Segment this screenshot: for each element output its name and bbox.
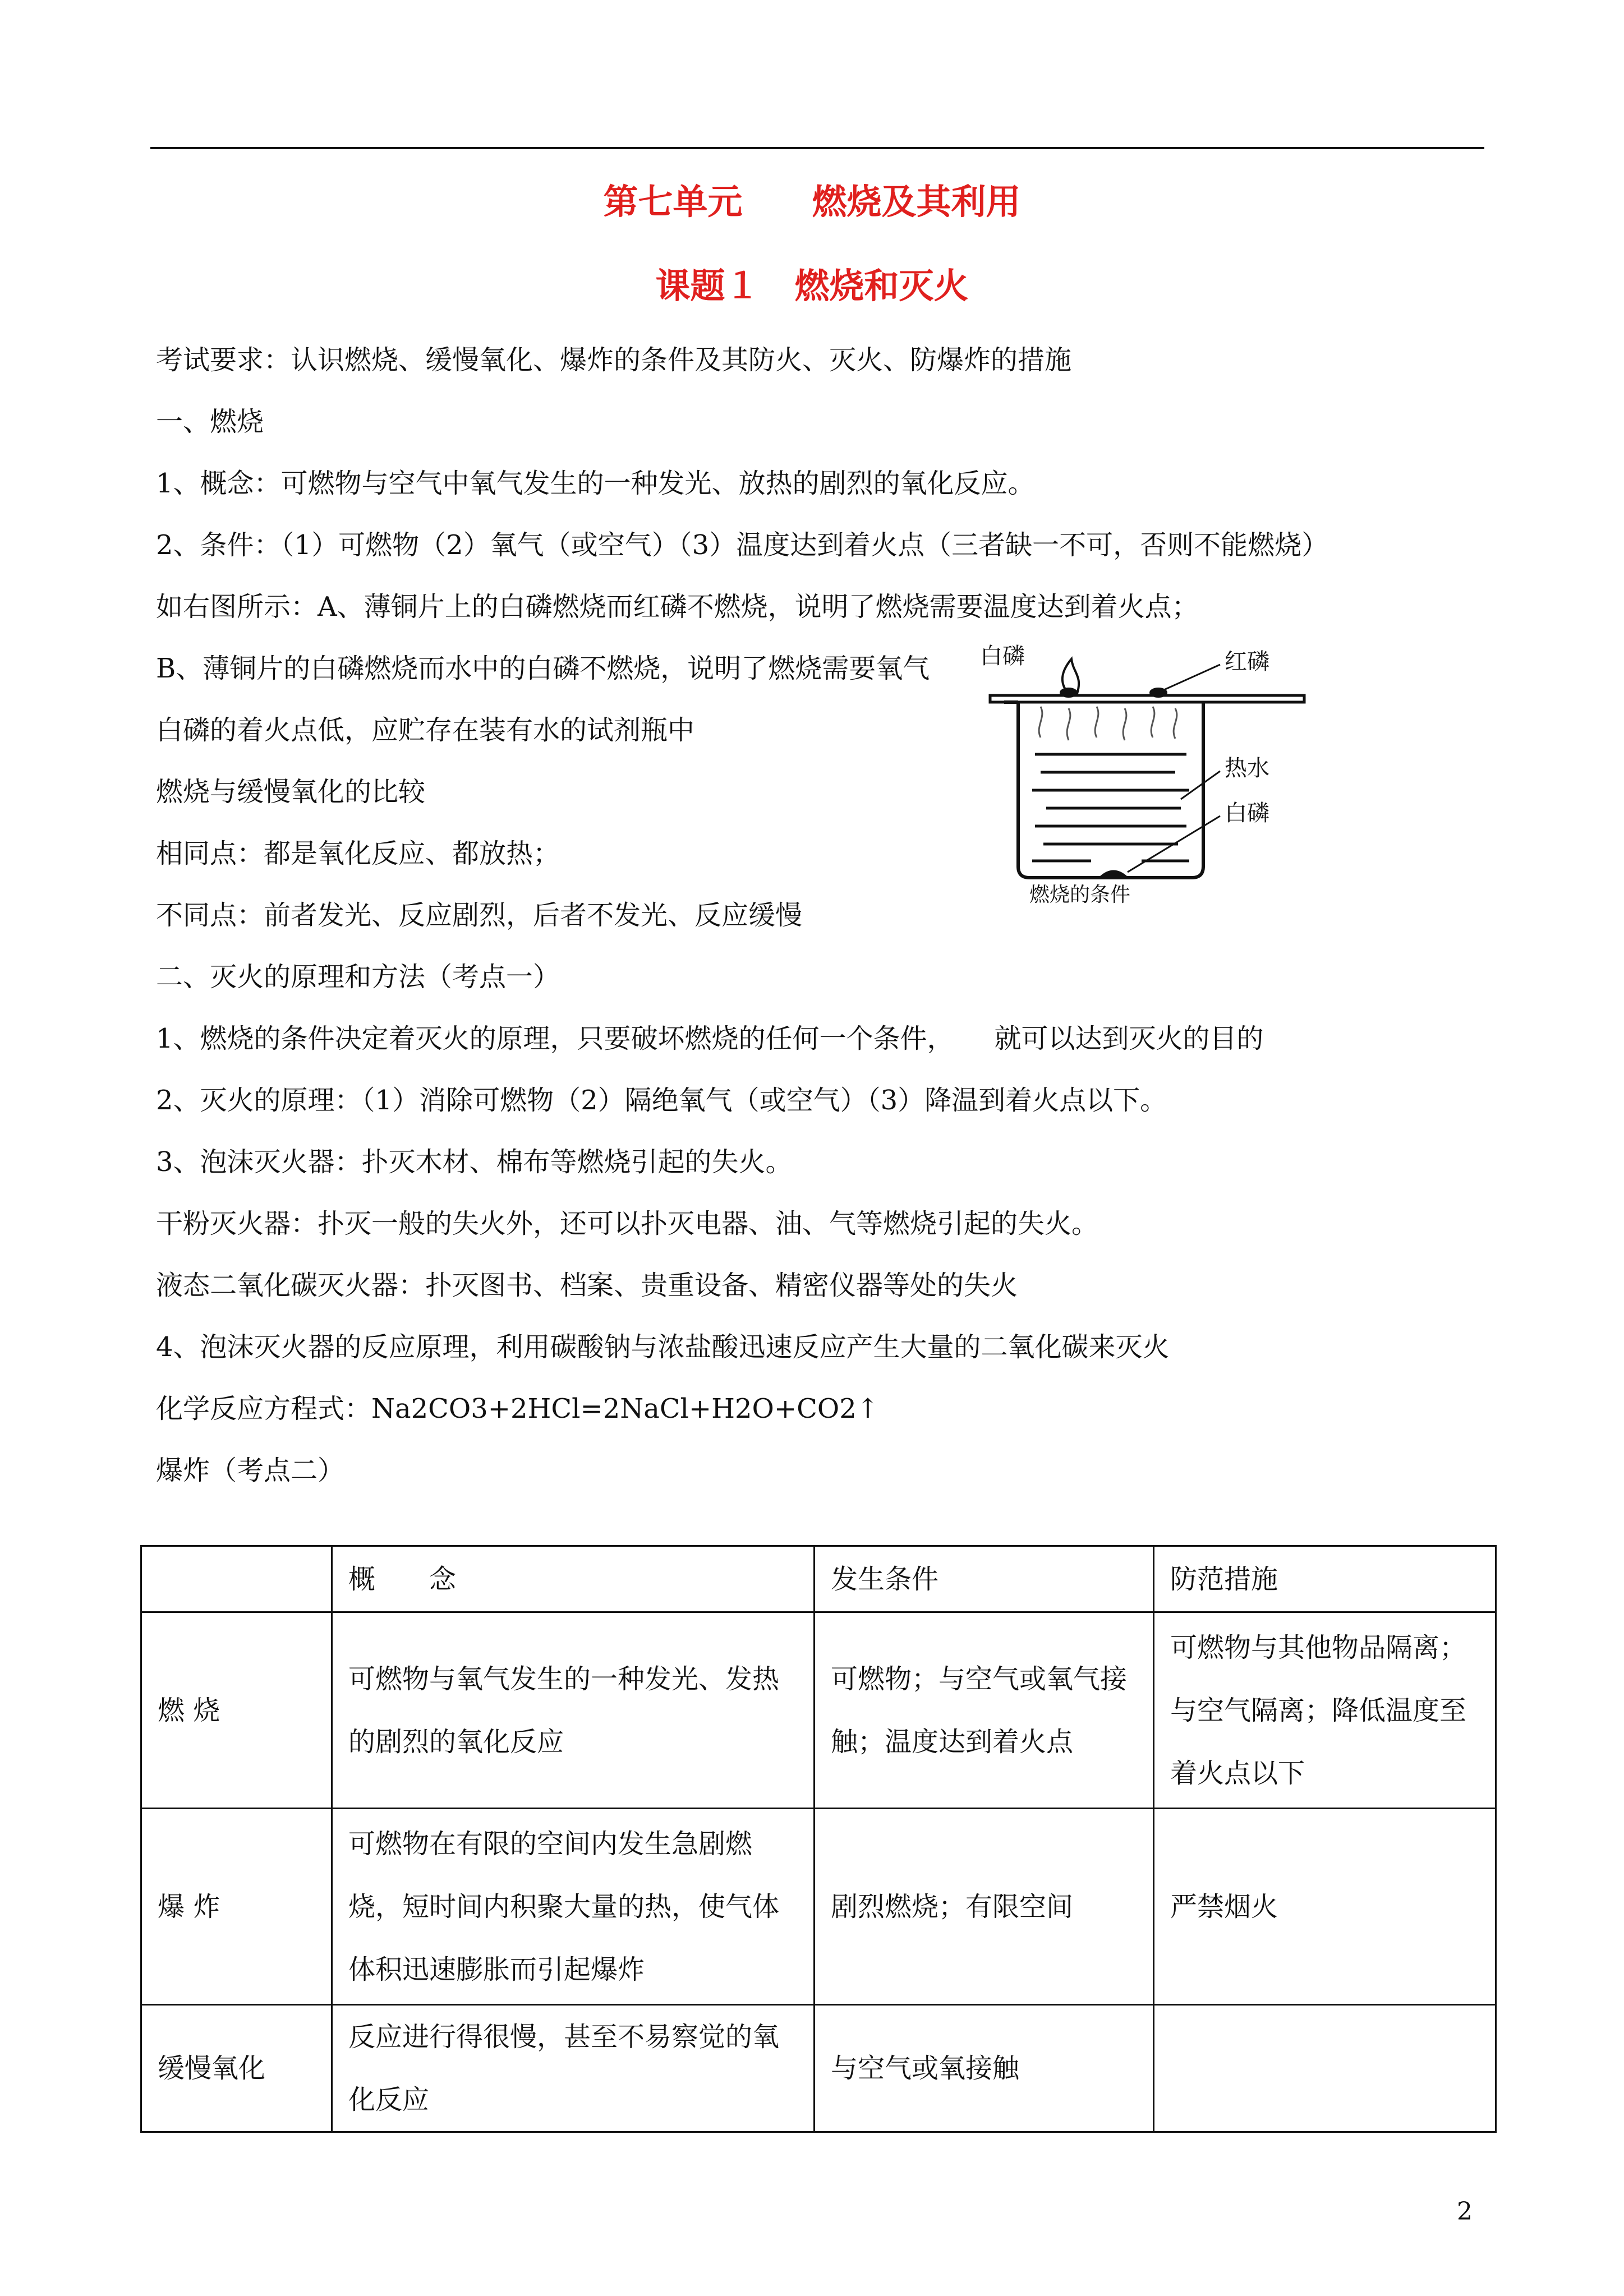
table-row [141,1612,1496,1809]
table-cell [1154,2005,1496,2132]
table-cell: 可燃物在有限的空间内发生急剧燃 烧，短时间内积聚大量的热，使气体 体积迅速膨胀而引起爆炸 [332,1809,815,2005]
table-header-cell [141,1546,332,1612]
header-rule [150,147,1484,149]
water-lines [1032,754,1189,861]
label-hot-water: 热水 [1225,755,1269,781]
table-cell: 剧烈燃烧；有限空间 [815,1809,1154,2005]
table-header-cell: 概 念 [332,1546,815,1612]
page-number: 2 [1457,2197,1473,2226]
body-line: 爆炸（考点二） [156,1455,345,1486]
table-cell: 爆 炸 [141,1809,332,2005]
body-line: 2、条件：（1）可燃物（2）氧气（或空气）（3）温度达到着火点（三者缺一不可，否则不能燃烧） [156,529,1329,561]
table-cell: 严禁烟火 [1154,1809,1496,2005]
table-header-cell: 发生条件 [815,1546,1154,1612]
comparison-table [140,1545,1497,2133]
table-cell: 与空气或氧接触 [815,2005,1154,2132]
table-row [141,2005,1496,2132]
body-line: 燃烧与缓慢氧化的比较 [156,776,426,808]
body-line: 4、泡沫灭火器的反应原理，利用碳酸钠与浓盐酸迅速反应产生大量的二氧化碳来灭火 [156,1331,1170,1363]
table-header-cell: 防范措施 [1154,1546,1496,1612]
table-row [141,1809,1496,2005]
body-line: 考试要求：认识燃烧、缓慢氧化、爆炸的条件及其防火、灭火、防爆炸的措施 [156,344,1072,376]
body-line: 干粉灭火器：扑灭一般的失火外，还可以扑灭电器、油、气等燃烧引起的失火。 [156,1208,1099,1239]
body-line: 白磷的着火点低，应贮存在装有水的试剂瓶中 [156,714,695,746]
label-white-phosphorus: 白磷 [980,643,1025,669]
body-line: 相同点：都是氧化反应、都放热； [156,838,560,869]
body-line: B、薄铜片的白磷燃烧而水中的白磷不燃烧，说明了燃烧需要氧气 [156,653,930,684]
figure-caption: 燃烧的条件 [1029,883,1131,906]
table-cell: 反应进行得很慢，甚至不易察觉的氧 化反应 [332,2005,815,2132]
combustion-conditions-figure [979,642,1315,906]
table-cell: 可燃物与其他物品隔离； 与空气隔离；降低温度至 着火点以下 [1154,1612,1496,1809]
label-red-phosphorus: 红磷 [1225,649,1269,675]
body-line: 1、概念：可燃物与空气中氧气发生的一种发光、放热的剧烈的氧化反应。 [156,468,1035,499]
copper-plate [990,695,1304,702]
table-cell: 可燃物；与空气或氧气接 触；温度达到着火点 [815,1612,1154,1809]
table-cell: 可燃物与氧气发生的一种发光、发热 的剧烈的氧化反应 [332,1612,815,1809]
white-phosphorus-dot [1060,688,1078,698]
body-line: 化学反应方程式：Na2CO3+2HCl=2NaCl+H2O+CO2↑ [156,1393,879,1424]
body-line: 如右图所示：A、薄铜片上的白磷燃烧而红磷不燃烧，说明了燃烧需要温度达到着火点； [156,591,1199,623]
body-line: 不同点：前者发光、反应剧烈，后者不发光、反应缓慢 [156,900,803,931]
body-line: 1、燃烧的条件决定着灭火的原理，只要破坏燃烧的任何一个条件， 就可以达到灭火的目的 [156,1023,1264,1054]
steam [1039,707,1177,740]
body-line: 2、灭火的原理：（1）消除可燃物（2）隔绝氧气（或空气）（3）降温到着火点以下。 [156,1085,1167,1116]
table-cell: 缓慢氧化 [141,2005,332,2132]
label-white-phosphorus-water: 白磷 [1225,800,1269,826]
white-phosphorus-water [1099,870,1128,877]
table-cell: 燃 烧 [141,1612,332,1809]
unit-title: 第七单元 燃烧及其利用 [603,181,1021,222]
lesson-title: 课题１ 燃烧和灭火 [655,265,969,306]
body-line: 液态二氧化碳灭火器：扑灭图书、档案、贵重设备、精密仪器等处的失火 [156,1270,1018,1301]
body-line: 一、燃烧 [156,406,264,437]
body-line: 二、灭火的原理和方法（考点一） [156,961,560,993]
body-line: 3、泡沫灭火器：扑灭木材、棉布等燃烧引起的失火。 [156,1146,793,1178]
